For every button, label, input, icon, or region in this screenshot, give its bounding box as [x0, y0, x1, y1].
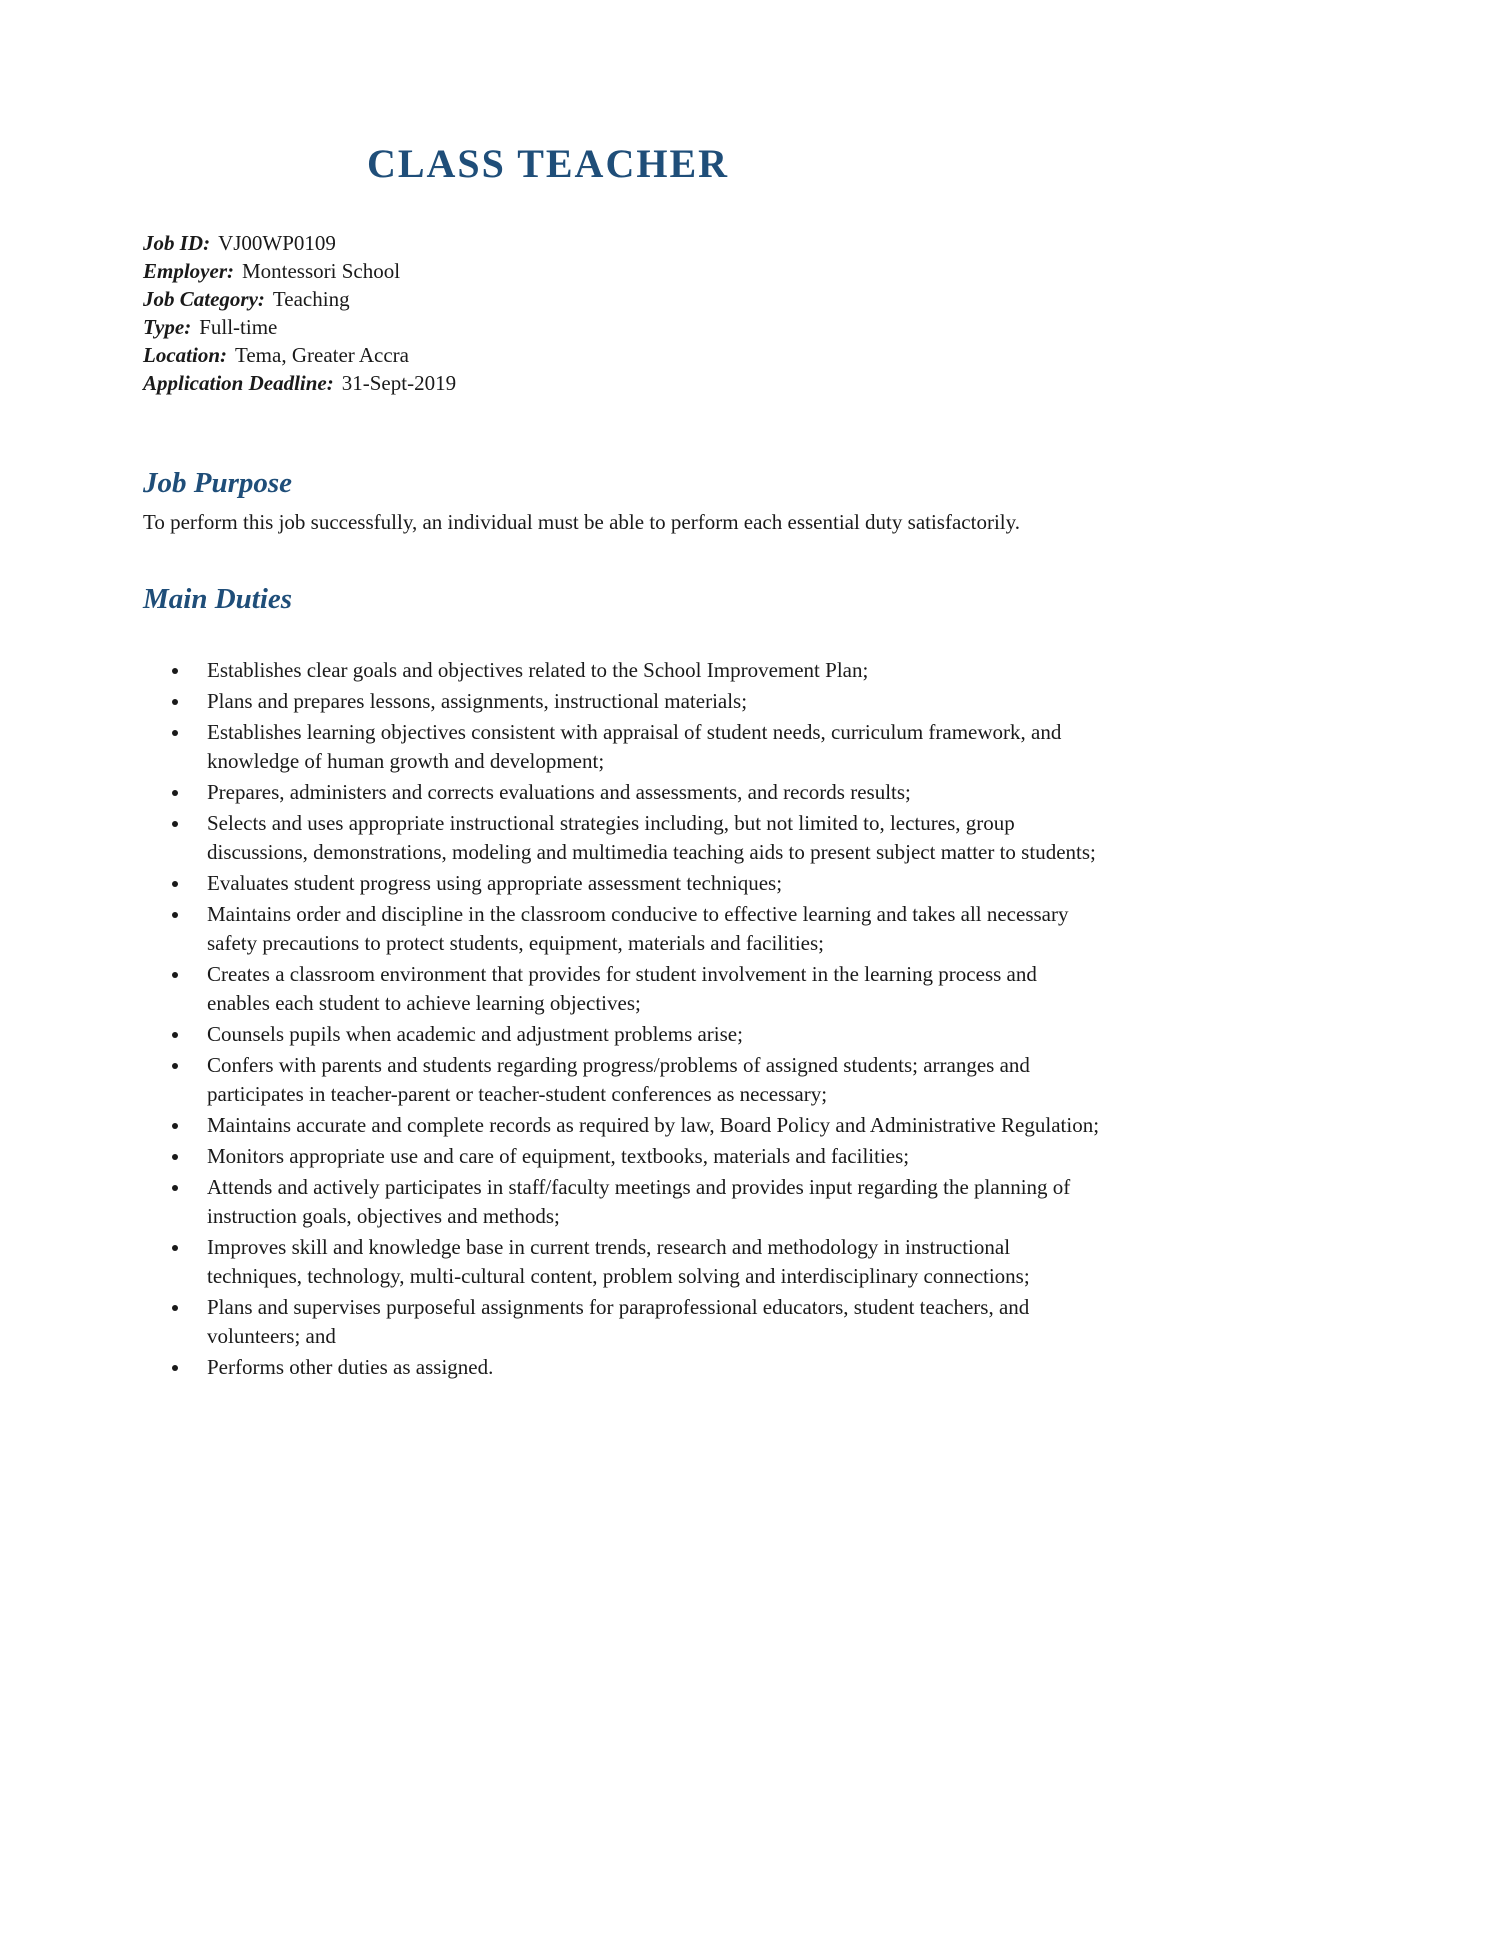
duty-item: • Prepares, administers and corrects evaluations and assessments, and records results;: [191, 778, 1100, 807]
meta-row-location: [143, 341, 1100, 369]
meta-label: Employer:: [143, 259, 234, 283]
meta-value: Teaching: [272, 287, 350, 311]
duties-list: [143, 656, 1100, 1382]
section-heading-main-duties: Main Duties: [143, 583, 293, 615]
duty-item: • Attends and actively participates in staff/faculty meetings and provides input regarding the planning of instruction goals, objectives and methods;: [191, 1173, 1100, 1231]
meta-row-employer: [143, 257, 1100, 285]
section-heading-job-purpose: Job Purpose: [143, 467, 293, 499]
meta-label: Application Deadline:: [143, 371, 334, 395]
duty-item: • Selects and uses appropriate instructional strategies including, but not limited to, lectures, group discussions, demonstrations, modeling and multimedia teaching aids to present subject matter to students;: [191, 809, 1100, 867]
page-title: CLASS TEACHER: [366, 141, 730, 186]
duty-item: • Maintains order and discipline in the classroom conducive to effective learning and takes all necessary safety precautions to protect students, equipment, materials and facilities;: [191, 900, 1100, 958]
duty-item: • Establishes clear goals and objectives related to the School Improvement Plan;: [191, 656, 1100, 685]
meta-label: Location:: [143, 343, 227, 367]
meta-row-application-deadline: [143, 369, 1100, 397]
duty-item: • Maintains accurate and complete records as required by law, Board Policy and Administrative Regulation;: [191, 1111, 1100, 1140]
meta-value: Montessori School: [241, 259, 401, 283]
meta-value: 31-Sept-2019: [341, 371, 457, 395]
meta-row-job-category: [143, 285, 1100, 313]
meta-row-type: [143, 313, 1100, 341]
duty-item: • Counsels pupils when academic and adjustment problems arise;: [191, 1020, 1100, 1049]
meta-row-job-id: [143, 229, 1100, 257]
meta-value: Tema, Greater Accra: [235, 343, 409, 367]
meta-label: Job ID:: [143, 231, 211, 255]
duty-item: • Plans and prepares lessons, assignments, instructional materials;: [191, 687, 1100, 716]
duty-item: • Confers with parents and students regarding progress/problems of assigned students; arranges and participates in teacher-parent or teacher-student conferences as necessary;: [191, 1051, 1100, 1109]
duty-item: • Improves skill and knowledge base in current trends, research and methodology in instructional techniques, technology, multi-cultural content, problem solving and interdisciplinary connections;: [191, 1233, 1100, 1291]
duty-item: • Monitors appropriate use and care of equipment, textbooks, materials and facilities;: [191, 1142, 1100, 1171]
job-meta-block: [143, 229, 1100, 397]
duty-item: • Establishes learning objectives consistent with appraisal of student needs, curriculum framework, and knowledge of human growth and development;: [191, 718, 1100, 776]
meta-value: Full-time: [199, 315, 278, 339]
duty-item: • Creates a classroom environment that provides for student involvement in the learning process and enables each student to achieve learning objectives;: [191, 960, 1100, 1018]
meta-label: Type:: [143, 315, 192, 339]
meta-label: Job Category:: [143, 287, 265, 311]
job-purpose-text: To perform this job successfully, an individual must be able to perform each essential duty satisfactorily.: [143, 510, 1020, 534]
duty-item: • Plans and supervises purposeful assignments for paraprofessional educators, student teachers, and volunteers; and: [191, 1293, 1100, 1351]
duty-item: • Evaluates student progress using appropriate assessment techniques;: [191, 869, 1100, 898]
duty-item: • Performs other duties as assigned.: [191, 1353, 1100, 1382]
meta-value: VJ00WP0109: [218, 231, 336, 255]
